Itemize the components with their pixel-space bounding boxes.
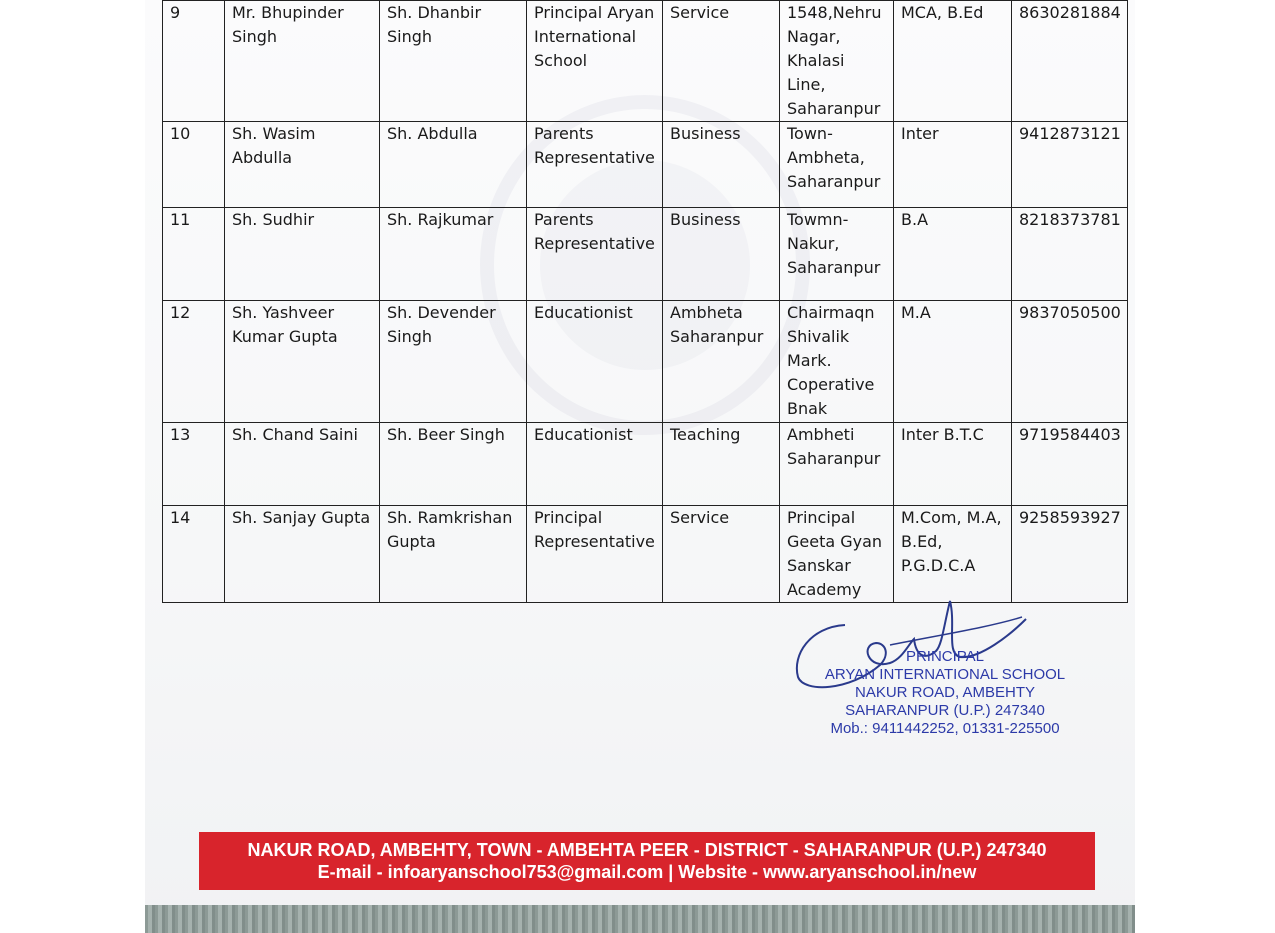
committee-members-table <box>162 0 1128 603</box>
father-name-cell: Sh. Dhanbir Singh <box>380 1 527 122</box>
address-cell: Ambheti Saharanpur <box>780 423 894 506</box>
designation-cell: Parents Representative <box>527 122 663 208</box>
serial-number-cell: 10 <box>163 122 225 208</box>
footer-address: NAKUR ROAD, AMBEHTY, TOWN - AMBEHTA PEER - DISTRICT - SAHARANPUR (U.P.) 247340 <box>247 840 1047 860</box>
member-name-cell: Sh. Yashveer Kumar Gupta <box>225 301 380 423</box>
designation-cell: Parents Representative <box>527 208 663 301</box>
designation-cell: Principal Representative <box>527 506 663 603</box>
serial-number-cell: 12 <box>163 301 225 423</box>
member-name-cell: Sh. Chand Saini <box>225 423 380 506</box>
occupation-cell: Business <box>663 208 780 301</box>
designation-cell: Educationist <box>527 423 663 506</box>
occupation-cell: Ambheta Saharanpur <box>663 301 780 423</box>
designation-cell: Principal Aryan International School <box>527 1 663 122</box>
father-name-cell: Sh. Abdulla <box>380 122 527 208</box>
mobile-cell: 9719584403 <box>1012 423 1128 506</box>
seal-city: SAHARANPUR (U.P.) 247340 <box>845 702 1045 719</box>
mobile-cell: 8630281884 <box>1012 1 1128 122</box>
table-row <box>163 122 1128 208</box>
occupation-cell: Service <box>663 1 780 122</box>
member-name-cell: Mr. Bhupinder Singh <box>225 1 380 122</box>
address-cell: Chairmaqn Shivalik Mark. Coperative Bnak <box>780 301 894 423</box>
father-name-cell: Sh. Devender Singh <box>380 301 527 423</box>
table-row <box>163 423 1128 506</box>
seal-mobile: Mob.: 9411442252, 01331-225500 <box>830 720 1060 737</box>
father-name-cell: Sh. Beer Singh <box>380 423 527 506</box>
qualification-cell: B.A <box>894 208 1012 301</box>
table-row <box>163 1 1128 122</box>
mobile-cell: 9258593927 <box>1012 506 1128 603</box>
address-cell: Towmn- Nakur, Saharanpur <box>780 208 894 301</box>
school-footer-banner <box>199 832 1095 890</box>
occupation-cell: Service <box>663 506 780 603</box>
seal-road: NAKUR ROAD, AMBEHTY <box>854 684 1036 701</box>
address-cell: Town- Ambheta, Saharanpur <box>780 122 894 208</box>
member-name-cell: Sh. Sudhir <box>225 208 380 301</box>
designation-cell: Educationist <box>527 301 663 423</box>
mobile-cell: 9412873121 <box>1012 122 1128 208</box>
address-cell: 1548,Nehru Nagar, Khalasi Line, Saharanpur <box>780 1 894 122</box>
qualification-cell: Inter B.T.C <box>894 423 1012 506</box>
qualification-cell: M.A <box>894 301 1012 423</box>
table-row <box>163 208 1128 301</box>
member-name-cell: Sh. Wasim Abdulla <box>225 122 380 208</box>
qualification-cell: MCA, B.Ed <box>894 1 1012 122</box>
address-cell: Principal Geeta Gyan Sanskar Academy <box>780 506 894 603</box>
father-name-cell: Sh. Ramkrishan Gupta <box>380 506 527 603</box>
seal-school-name: ARYAN INTERNATIONAL SCHOOL <box>824 666 1066 683</box>
father-name-cell: Sh. Rajkumar <box>380 208 527 301</box>
mobile-cell: 9837050500 <box>1012 301 1128 423</box>
occupation-cell: Teaching <box>663 423 780 506</box>
occupation-cell: Business <box>663 122 780 208</box>
member-name-cell: Sh. Sanjay Gupta <box>225 506 380 603</box>
seal-title: PRINCIPAL <box>905 648 985 665</box>
serial-number-cell: 14 <box>163 506 225 603</box>
serial-number-cell: 13 <box>163 423 225 506</box>
table-row <box>163 506 1128 603</box>
background-surface <box>145 905 1135 933</box>
mobile-cell: 8218373781 <box>1012 208 1128 301</box>
principal-seal-stamp <box>800 648 1090 738</box>
serial-number-cell: 11 <box>163 208 225 301</box>
serial-number-cell: 9 <box>163 1 225 122</box>
footer-contact: E-mail - infoaryanschool753@gmail.com | Website - www.aryanschool.in/new <box>317 862 977 882</box>
table-row <box>163 301 1128 423</box>
qualification-cell: M.Com, M.A, B.Ed, P.G.D.C.A <box>894 506 1012 603</box>
qualification-cell: Inter <box>894 122 1012 208</box>
